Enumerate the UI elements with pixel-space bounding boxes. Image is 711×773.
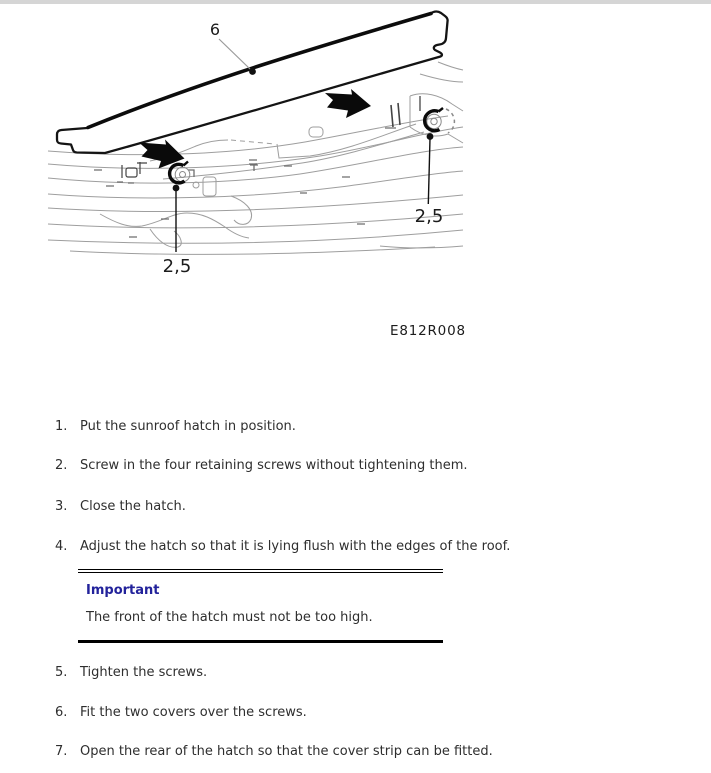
- left-screw-icon: [170, 162, 190, 183]
- step-number: 4.: [55, 539, 68, 554]
- step-text: Screw in the four retaining screws without tightening them.: [80, 458, 468, 473]
- torque-value-label: 2,5: [414, 206, 444, 227]
- list-item: [55, 705, 307, 720]
- step-text: Close the hatch.: [80, 499, 186, 514]
- list-item: [55, 539, 510, 554]
- list-item: [55, 419, 296, 434]
- torque-value-label: 2,5: [162, 256, 192, 277]
- step-text: Fit the two covers over the screws.: [80, 705, 307, 720]
- sunroof-diagram: [0, 0, 711, 350]
- callout-dot: [249, 68, 256, 75]
- important-note-title: Important: [86, 583, 160, 598]
- list-item: [55, 499, 186, 514]
- step-number: 5.: [55, 665, 68, 680]
- step-number: 7.: [55, 744, 68, 759]
- part-number-label: 6: [209, 20, 221, 39]
- step-number: 1.: [55, 419, 68, 434]
- down-right-arrow-icon: [325, 89, 371, 118]
- step-text: Tighten the screws.: [80, 665, 208, 680]
- left-torque-callout: [163, 185, 192, 277]
- step-text: Adjust the hatch so that it is lying flush with the edges of the roof.: [80, 539, 511, 554]
- step-text: Put the sunroof hatch in position.: [80, 419, 296, 434]
- right-torque-callout: [415, 133, 444, 227]
- part-callout: [210, 20, 256, 75]
- step-number: 2.: [55, 458, 68, 473]
- step-text: Open the rear of the hatch so that the cover strip can be fitted.: [80, 744, 493, 759]
- cover-strip: [57, 12, 448, 153]
- list-item: [55, 744, 493, 759]
- list-item: [55, 665, 207, 680]
- list-item: [55, 458, 468, 473]
- clip-detail: [126, 168, 137, 177]
- important-note: [78, 569, 443, 643]
- alignment-pipes-mark: [391, 103, 400, 127]
- step-number: 6.: [55, 705, 68, 720]
- figure-caption: E812R008: [390, 323, 466, 339]
- important-note-text: The front of the hatch must not be too high.: [86, 610, 373, 625]
- step-number: 3.: [55, 499, 68, 514]
- callout-leader-line: [219, 39, 250, 69]
